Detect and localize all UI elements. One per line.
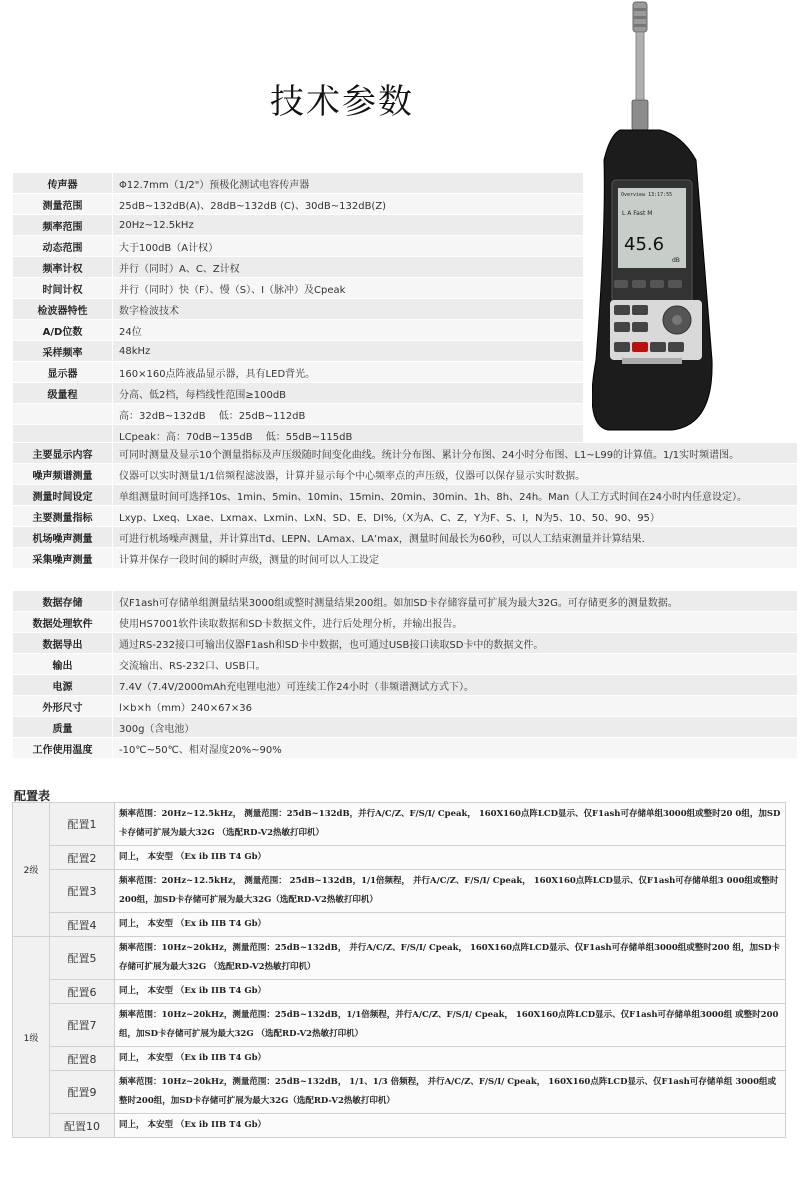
config-row (13, 846, 786, 870)
spec-value: 大于100dB（A计权） (113, 236, 584, 257)
config-name: 配置8 (50, 1047, 115, 1071)
spec-value: 48kHz (113, 341, 584, 362)
page-title: 技术参数 (270, 82, 414, 122)
spec-value: 高：32dB~132dB 低：25dB~112dB (113, 404, 584, 425)
spec-table-mid (12, 442, 798, 569)
spec-label: 电源 (13, 675, 113, 696)
spec-value: 仅F1ash可存储单组测量结果3000组或整时测量结果200组。如加SD卡存储容量可扩展为最大32G。可存储更多的测量数据。 (113, 591, 798, 612)
spec-value: 单组测量时间可选择10s、1min、5min、10min、15min、20min、30min、1h、8h、24h。Man（人工方式时间在24小时内任意设定）。 (113, 485, 798, 506)
config-row (13, 870, 786, 913)
spec-label: 质量 (13, 717, 113, 738)
config-desc: 频率范围：20Hz~12.5kHz， 测量范围：25dB~132dB，并行A/C/Z、F/S/I/ Cpeak， 160X160点阵LCD显示、仅F1ash可存储单组3000组或整时20 0组，加SD卡存储可扩展为最大32G （选配RD-V2热敏打印机） (115, 803, 786, 846)
device-unit: dB (672, 257, 680, 264)
spec-row (13, 215, 584, 236)
spec-row (13, 299, 584, 320)
config-row (13, 913, 786, 937)
spec-value: 交流输出、RS-232口、USB口。 (113, 654, 798, 675)
device-reading: 45.6 (624, 234, 665, 255)
spec-row (13, 341, 584, 362)
config-desc: 同上， 本安型 （Ex ib IIB T4 Gb） (115, 913, 786, 937)
spec-label: 频率范围 (13, 215, 113, 236)
spec-label: A/D位数 (13, 320, 113, 341)
spec-row (13, 738, 798, 759)
spec-label: 频率计权 (13, 257, 113, 278)
spec-label: 显示器 (13, 362, 113, 383)
config-name: 配置3 (50, 870, 115, 913)
spec-label: 数据导出 (13, 633, 113, 654)
spec-label: 级量程 (13, 383, 113, 404)
spec-row (13, 362, 584, 383)
spec-row (13, 257, 584, 278)
config-row (13, 1047, 786, 1071)
spec-label: 主要显示内容 (13, 443, 113, 464)
config-desc: 频率范围：10Hz~20kHz，测量范围：25dB~132dB， 1/1、1/3 倍频程， 并行A/C/Z、F/S/I/ Cpeak， 160X160点阵LCD显示、仅F1ash可存储单组 3000组或整时200组，加SD卡存储可扩展为最大32G（选配RD-V2热敏打印机） (115, 1071, 786, 1114)
config-name: 配置4 (50, 913, 115, 937)
spec-label: 输出 (13, 654, 113, 675)
spec-row (13, 548, 798, 569)
config-name: 配置5 (50, 937, 115, 980)
config-name: 配置9 (50, 1071, 115, 1114)
config-row (13, 980, 786, 1004)
spec-value: Φ12.7mm（1/2"）预极化测试电容传声器 (113, 173, 584, 194)
spec-row (13, 443, 798, 464)
spec-label: 数据处理软件 (13, 612, 113, 633)
config-name: 配置7 (50, 1004, 115, 1047)
spec-label: 检波器特性 (13, 299, 113, 320)
spec-row (13, 654, 798, 675)
spec-value: 可同时测量及显示10个测量指标及声压级随时间变化曲线。统计分布图、累计分布图、24小时分布图、L1~L99的计算值。1/1实时频谱图。 (113, 443, 798, 464)
spec-label: 动态范围 (13, 236, 113, 257)
config-name: 配置1 (50, 803, 115, 846)
config-name: 配置6 (50, 980, 115, 1004)
spec-label (13, 404, 113, 425)
config-level: 1级 (13, 937, 50, 1138)
spec-value: 7.4V（7.4V/2000mAh充电锂电池）可连续工作24小时（非频谱测试方式下）。 (113, 675, 798, 696)
config-desc: 同上， 本安型 （Ex ib IIB T4 Gb） (115, 980, 786, 1004)
spec-row (13, 696, 798, 717)
spec-label: 时间计权 (13, 278, 113, 299)
spec-table-bottom (12, 590, 798, 759)
config-desc: 同上， 本安型 （Ex ib IIB T4 Gb） (115, 1047, 786, 1071)
spec-value: 使用HS7001软件读取数据和SD卡数据文件，进行后处理分析，并输出报告。 (113, 612, 798, 633)
spec-label: 数据存储 (13, 591, 113, 612)
config-desc: 同上， 本安型 （Ex ib IIB T4 Gb） (115, 1114, 786, 1138)
spec-value: 数字检波技术 (113, 299, 584, 320)
spec-row (13, 675, 798, 696)
spec-value: 20Hz~12.5kHz (113, 215, 584, 236)
spec-label: 主要测量指标 (13, 506, 113, 527)
spec-row (13, 717, 798, 738)
spec-label: 测量时间设定 (13, 485, 113, 506)
spec-row (13, 527, 798, 548)
config-row (13, 1004, 786, 1047)
spec-value: 24位 (113, 320, 584, 341)
device-screen-top: Overview 13:17:55 (621, 192, 673, 198)
config-row (13, 803, 786, 846)
spec-value: -10℃~50℃、相对湿度20%~90% (113, 738, 798, 759)
spec-label: 工作使用温度 (13, 738, 113, 759)
spec-row (13, 404, 584, 425)
spec-row (13, 612, 798, 633)
spec-row (13, 485, 798, 506)
spec-row (13, 464, 798, 485)
spec-value: 25dB~132dB(A)、28dB~132dB (C)、30dB~132dB(Z) (113, 194, 584, 215)
spec-row (13, 506, 798, 527)
spec-row (13, 173, 584, 194)
spec-row (13, 236, 584, 257)
spec-value: LCpeak：高：70dB~135dB 低：55dB~115dB (113, 425, 584, 446)
spec-value: 并行（同时）A、C、Z计权 (113, 257, 584, 278)
config-heading: 配置表 (14, 789, 51, 803)
spec-row (13, 278, 584, 299)
spec-row (13, 194, 584, 215)
spec-value: 仪器可以实时测量1/1倍频程滤波器，计算并显示每个中心频率点的声压级，仪器可以保存显示实时数据。 (113, 464, 798, 485)
spec-value: Lxyp、Lxeq、Lxae、Lxmax、Lxmin、LxN、SD、E、DI%,（X为A、C、Z，Y为F、S、I，N为5、10、50、90、95） (113, 506, 798, 527)
config-row (13, 937, 786, 980)
config-name: 配置2 (50, 846, 115, 870)
config-row (13, 1071, 786, 1114)
config-level: 2级 (13, 803, 50, 937)
spec-label: 外形尺寸 (13, 696, 113, 717)
config-desc: 频率范围：20Hz~12.5kHz， 测量范围： 25dB~132dB，1/1倍频程， 并行A/C/Z、F/S/I/ Cpeak， 160X160点阵LCD显示、仅F1ash可存储单组3 000组或整时200组，加SD卡存储可扩展为最大32G（选配RD-V2热敏打印机） (115, 870, 786, 913)
spec-value: 通过RS-232接口可输出仪器F1ash和SD卡中数据，也可通过USB接口读取SD卡中的数据文件。 (113, 633, 798, 654)
config-table (12, 802, 786, 1138)
config-desc: 频率范围：10Hz~20kHz，测量范围：25dB~132dB， 并行A/C/Z、F/S/I/ Cpeak， 160X160点阵LCD显示、仅F1ash可存储单组3000组或整时200 组，加SD卡存储可扩展为最大32G （选配RD-V2热敏打印机） (115, 937, 786, 980)
spec-value: l×b×h（mm）240×67×36 (113, 696, 798, 717)
device-screen (618, 188, 686, 268)
device-screen-mode: L A Fast M (622, 210, 653, 217)
spec-row (13, 320, 584, 341)
config-name: 配置10 (50, 1114, 115, 1138)
spec-value: 并行（同时）快（F）、慢（S）、I（脉冲）及Cpeak (113, 278, 584, 299)
spec-value: 可进行机场噪声测量，并计算出Td、LEPN、LAmax、LA’max，测量时间最长为60秒，可以人工结束测量并计算结果. (113, 527, 798, 548)
spec-row (13, 633, 798, 654)
sound-level-meter-image (592, 0, 742, 440)
spec-value: 分高、低2档，每档线性范围≥100dB (113, 383, 584, 404)
spec-label: 采样频率 (13, 341, 113, 362)
config-desc: 同上， 本安型 （Ex ib IIB T4 Gb） (115, 846, 786, 870)
spec-row (13, 383, 584, 404)
config-row (13, 1114, 786, 1138)
spec-label: 机场噪声测量 (13, 527, 113, 548)
spec-value: 300g（含电池） (113, 717, 798, 738)
spec-value: 计算并保存一段时间的瞬时声级，测量的时间可以人工设定 (113, 548, 798, 569)
spec-row (13, 591, 798, 612)
spec-table-top (12, 172, 584, 446)
config-desc: 频率范围：10Hz~20kHz，测量范围：25dB~132dB，1/1倍频程，并行A/C/Z、F/S/I/ Cpeak， 160X160点阵LCD显示、仅F1ash可存储单组3000组 或整时200组，加SD卡存储可扩展为最大32G （选配RD-V2热敏打印机） (115, 1004, 786, 1047)
spec-value: 160×160点阵液晶显示器，具有LED背光。 (113, 362, 584, 383)
spec-label: 噪声频谱测量 (13, 464, 113, 485)
spec-label: 采集噪声测量 (13, 548, 113, 569)
spec-label: 测量范围 (13, 194, 113, 215)
spec-label: 传声器 (13, 173, 113, 194)
